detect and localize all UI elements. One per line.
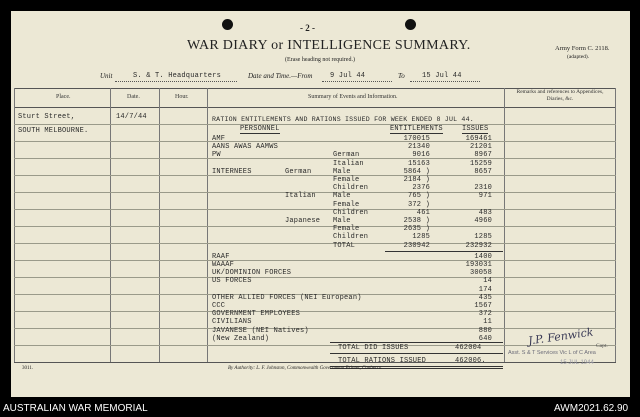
row-issue: 2310 xyxy=(474,184,492,193)
total-rations-label: TOTAL RATIONS ISSUED xyxy=(338,357,427,365)
col-divider-6 xyxy=(615,88,616,362)
row-issue: 8967 xyxy=(474,151,492,160)
row-personnel: JAVANESE (NEI Natives) xyxy=(212,326,309,335)
row-entitlement: 9016 xyxy=(412,151,430,160)
row-entitlement: 2635 ) xyxy=(403,225,430,234)
row-entitlement: 230942 xyxy=(403,241,430,250)
date-time-label: Date and Time.—From xyxy=(248,72,313,80)
row-issue: 174 xyxy=(478,285,492,294)
row-category: Italian xyxy=(333,159,364,168)
row-issue: 880 xyxy=(478,326,492,335)
row-issue: 483 xyxy=(478,208,492,217)
row-group: Italian xyxy=(285,192,316,201)
row-issue: 640 xyxy=(478,334,492,343)
row-line xyxy=(14,175,616,176)
unit-value: S. & T. Headquarters xyxy=(133,72,222,80)
row-line xyxy=(14,158,616,159)
totals-rule-mid xyxy=(330,353,503,354)
row-entitlement: 15163 xyxy=(407,159,430,168)
row-line xyxy=(14,209,616,210)
col-divider-5 xyxy=(504,88,505,362)
row-category: TOTAL xyxy=(333,241,356,250)
entry-date: 14/7/44 xyxy=(116,113,147,121)
row-category: Male xyxy=(333,192,351,201)
row-issue: 435 xyxy=(478,293,492,302)
to-label: To xyxy=(398,72,405,80)
form-title: WAR DIARY or INTELLIGENCE SUMMARY. xyxy=(187,38,471,53)
row-line xyxy=(14,328,616,329)
row-personnel: RAAF xyxy=(212,252,230,261)
col-header-remarks xyxy=(510,89,610,103)
row-personnel: AMF xyxy=(212,135,226,143)
row-issue: 372 xyxy=(478,310,492,319)
row-line xyxy=(14,243,616,244)
col-issues: ISSUES xyxy=(462,125,489,133)
totals-rule-top xyxy=(330,342,503,343)
col-divider-3 xyxy=(159,88,160,362)
erase-note: (Erase heading not required.) xyxy=(285,57,355,63)
from-date: 9 Jul 44 xyxy=(330,72,366,80)
row-category: Male xyxy=(333,167,351,176)
row-issue: 232932 xyxy=(465,241,492,250)
row-line xyxy=(14,345,616,346)
row-personnel: CCC xyxy=(212,302,226,310)
row-line xyxy=(14,277,616,278)
row-entitlement: 2538 ) xyxy=(403,217,430,225)
from-underline xyxy=(322,81,392,82)
row-personnel: CIVILIANS xyxy=(212,318,252,327)
row-issue: 21201 xyxy=(469,143,492,152)
row-group: Japanese xyxy=(285,217,321,225)
punch-hole-right xyxy=(405,19,416,30)
caption-left: AUSTRALIAN WAR MEMORIAL xyxy=(3,403,148,414)
place-line-2: SOUTH MELBOURNE. xyxy=(18,127,89,135)
row-issue: 971 xyxy=(478,192,492,201)
row-entitlement: 372 ) xyxy=(407,200,430,209)
to-underline xyxy=(410,81,480,82)
row-issue: 1400 xyxy=(474,252,492,261)
stamp-date: 15 JUL 1944 xyxy=(560,360,594,366)
row-issue: 169461 xyxy=(465,135,492,143)
row-personnel: OTHER ALLIED FORCES (NEI European) xyxy=(212,293,362,302)
row-entitlement: 2376 xyxy=(412,184,430,193)
row-issue: 193031 xyxy=(465,261,492,269)
authority-line: By Authority: L. F. Johnston, Commonwealth Government Printer, Canberra. xyxy=(228,366,383,371)
stamp-line: Asst. S & T Services Vic L of C Area xyxy=(508,350,596,356)
col-header-hour: Hour. xyxy=(175,94,189,100)
page-number: - 2 - xyxy=(300,23,315,33)
row-issue: 30058 xyxy=(469,269,492,278)
unit-label: Unit xyxy=(100,72,113,80)
row-entitlement: 21340 xyxy=(407,143,430,152)
signature-text: J.P. Fenwick xyxy=(527,325,595,348)
row-issue: 1567 xyxy=(474,302,492,310)
col-divider-1 xyxy=(14,88,15,362)
place-line-1: Sturt Street, xyxy=(18,113,76,121)
report-heading: RATION ENTITLEMENTS AND RATIONS ISSUED FOR WEEK ENDED 8 JUL 44. xyxy=(212,116,474,123)
total-did-issues-label: TOTAL DID ISSUES xyxy=(338,344,409,352)
adapted-label: (adapted). xyxy=(567,54,590,60)
row-category: Female xyxy=(333,225,360,234)
row-line xyxy=(14,226,616,227)
col-personnel: PERSONNEL xyxy=(240,125,280,133)
row-category: Female xyxy=(333,200,360,209)
row-category: Children xyxy=(333,233,369,242)
row-line xyxy=(14,311,616,312)
row-category: Male xyxy=(333,217,351,225)
row-personnel: AANS AWAS AAMWS xyxy=(212,143,279,152)
row-line xyxy=(14,260,616,261)
row-category: Children xyxy=(333,208,369,217)
row-issue: 11 xyxy=(483,318,492,327)
row-line xyxy=(14,141,616,142)
row-entitlement: 5864 ) xyxy=(403,167,430,176)
total-did-issues-value: 462004 xyxy=(455,344,482,352)
row-issue: 4960 xyxy=(474,217,492,225)
row-entitlement: 765 ) xyxy=(407,192,430,201)
row-category: German xyxy=(333,151,360,160)
punch-hole-left xyxy=(222,19,233,30)
row-personnel: UK/DOMINION FORCES xyxy=(212,269,292,278)
col-header-date: Date. xyxy=(127,94,140,100)
unit-underline xyxy=(115,81,237,82)
official-stamp xyxy=(508,350,596,356)
row-issue: 15259 xyxy=(469,159,492,168)
table-bottom-rule xyxy=(14,362,616,363)
army-form-label: Army Form C. 2118. xyxy=(555,45,610,52)
row-group: German xyxy=(285,167,312,176)
col-header-summary: Summary of Events and Information. xyxy=(308,94,398,100)
row-category: Children xyxy=(333,184,369,193)
row-entitlement: 1285 xyxy=(412,233,430,242)
row-line xyxy=(14,124,616,125)
row-issue: 1285 xyxy=(474,233,492,242)
row-issue: 14 xyxy=(483,277,492,286)
row-entitlement: 2184 ) xyxy=(403,176,430,184)
to-date: 15 Jul 44 xyxy=(422,72,462,80)
rank-label: Capt. xyxy=(596,343,608,349)
row-entitlement: 170015 xyxy=(403,135,430,143)
row-personnel: GOVERNMENT EMPLOYEES xyxy=(212,310,301,319)
row-personnel: INTERNEES xyxy=(212,167,252,176)
form-footer-code: 3011. xyxy=(22,366,34,371)
row-personnel: (New Zealand) xyxy=(212,334,270,343)
col-divider-4 xyxy=(207,88,208,362)
col-entitlements: ENTITLEMENTS xyxy=(390,125,443,133)
total-rule xyxy=(385,251,503,252)
row-personnel: US FORCES xyxy=(212,277,252,286)
remarks-text: Remarks and references to Appendices, Diaries, &c. xyxy=(516,89,604,102)
col-divider-2 xyxy=(110,88,111,362)
row-personnel: WAAAF xyxy=(212,261,235,269)
row-entitlement: 461 xyxy=(416,208,430,217)
total-rations-value: 462006. xyxy=(455,357,486,365)
col-header-place: Place. xyxy=(56,94,71,100)
table-header-rule xyxy=(14,107,616,108)
row-category: Female xyxy=(333,176,360,184)
row-personnel: PW xyxy=(212,151,221,160)
caption-right: AWM2021.62.90 xyxy=(554,403,629,414)
row-issue: 8657 xyxy=(474,167,492,176)
